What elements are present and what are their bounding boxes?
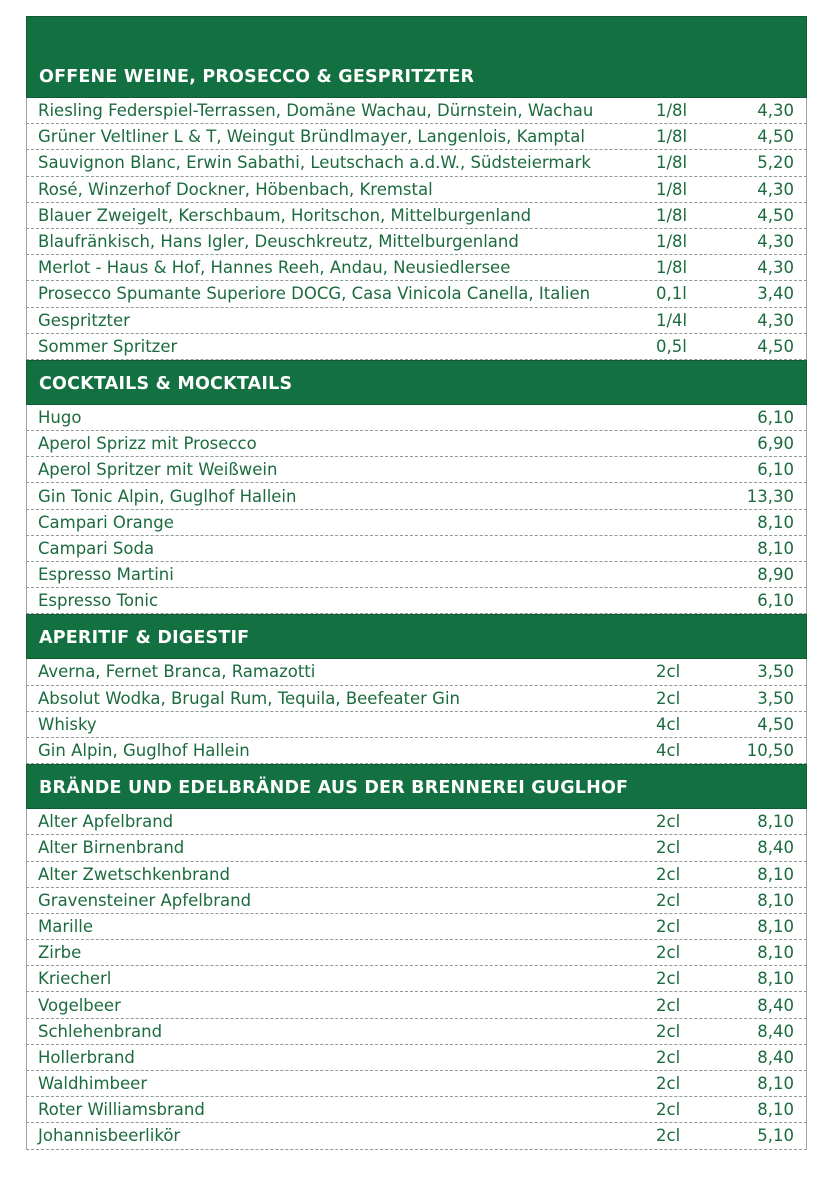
item-price: 4,30 (757, 179, 794, 199)
menu-item-row (26, 888, 807, 914)
item-size: 0,5l (656, 336, 687, 356)
section-header: APERITIF & DIGESTIF (26, 614, 807, 659)
menu-item-row (26, 914, 807, 940)
item-name: Rosé, Winzerhof Dockner, Höbenbach, Kremstal (38, 179, 433, 199)
item-price: 8,10 (757, 512, 794, 532)
section-header: BRÄNDE UND EDELBRÄNDE AUS DER BRENNEREI GUGLHOF (26, 764, 807, 809)
menu-item-row (26, 835, 807, 861)
menu-item-row (26, 562, 807, 588)
item-size: 4cl (656, 741, 681, 761)
item-price: 8,10 (757, 538, 794, 558)
item-price: 8,10 (757, 812, 794, 832)
item-price: 4,30 (757, 101, 794, 121)
item-price: 4,30 (757, 232, 794, 252)
item-price: 6,90 (757, 434, 794, 454)
item-size: 4cl (656, 714, 681, 734)
section-header: COCKTAILS & MOCKTAILS (26, 360, 807, 405)
menu-item-row (26, 940, 807, 966)
item-name: Alter Zwetschkenbrand (38, 864, 230, 884)
item-name: Absolut Wodka, Brugal Rum, Tequila, Beefeater Gin (38, 688, 461, 708)
item-size: 2cl (656, 916, 681, 936)
item-price: 8,10 (757, 1100, 794, 1120)
item-name: Aperol Spritzer mit Weißwein (38, 460, 278, 480)
item-name: Marille (38, 916, 94, 936)
menu-item-row (26, 334, 807, 360)
item-price: 8,10 (757, 916, 794, 936)
item-price: 8,40 (757, 1021, 794, 1041)
item-price: 3,40 (757, 284, 794, 304)
item-size: 2cl (656, 688, 681, 708)
item-name: Gin Alpin, Guglhof Hallein (38, 741, 250, 761)
item-name: Grüner Veltliner L & T, Weingut Bründlmayer, Langenlois, Kamptal (38, 127, 585, 147)
menu-item-row (26, 536, 807, 562)
item-name: Gin Tonic Alpin, Guglhof Hallein (38, 486, 297, 506)
menu-item-row (26, 457, 807, 483)
item-size: 1/8l (656, 101, 688, 121)
menu-item-row (26, 686, 807, 712)
menu-item-row (26, 203, 807, 229)
menu-item-row (26, 150, 807, 176)
menu-item-row (26, 738, 807, 764)
menu-item-row (26, 712, 807, 738)
item-price: 3,50 (757, 688, 794, 708)
item-name: Blauer Zweigelt, Kerschbaum, Horitschon, Mittelburgenland (38, 205, 532, 225)
item-size: 1/8l (656, 153, 688, 173)
item-size: 2cl (656, 812, 681, 832)
item-size: 2cl (656, 864, 681, 884)
item-name: Espresso Martini (38, 565, 174, 585)
item-name: Prosecco Spumante Superiore DOCG, Casa Vinicola Canella, Italien (38, 284, 591, 304)
item-price: 8,40 (757, 1047, 794, 1067)
item-size: 2cl (656, 1047, 681, 1067)
menu-section (26, 764, 807, 1149)
item-price: 8,10 (757, 943, 794, 963)
menu-item-row (26, 510, 807, 536)
item-name: Sommer Spritzer (38, 336, 178, 356)
item-size: 2cl (656, 1126, 681, 1146)
item-name: Alter Birnenbrand (38, 838, 185, 858)
menu-item-row (26, 255, 807, 281)
item-size: 1/8l (656, 205, 688, 225)
menu-item-row (26, 809, 807, 835)
item-name: Zirbe (38, 943, 82, 963)
item-size: 2cl (656, 838, 681, 858)
menu-item-row (26, 1071, 807, 1097)
menu-item-row (26, 588, 807, 614)
menu-item-row (26, 98, 807, 124)
item-size: 2cl (656, 890, 681, 910)
item-name: Riesling Federspiel-Terrassen, Domäne Wachau, Dürnstein, Wachau (38, 101, 594, 121)
menu-item-row (26, 966, 807, 992)
item-name: Waldhimbeer (38, 1074, 148, 1094)
item-name: Campari Orange (38, 512, 174, 532)
menu-section (26, 360, 807, 615)
menu-item-row (26, 1123, 807, 1149)
item-name: Whisky (38, 714, 97, 734)
item-price: 13,30 (746, 486, 794, 506)
item-price: 6,10 (757, 460, 794, 480)
item-name: Gravensteiner Apfelbrand (38, 890, 252, 910)
item-name: Espresso Tonic (38, 591, 159, 611)
item-name: Aperol Sprizz mit Prosecco (38, 434, 257, 454)
menu-item-row (26, 483, 807, 509)
item-size: 2cl (656, 1074, 681, 1094)
menu-item-row (26, 405, 807, 431)
menu-item-row (26, 308, 807, 334)
item-price: 4,50 (757, 205, 794, 225)
item-name: Averna, Fernet Branca, Ramazotti (38, 662, 316, 682)
item-name: Hugo (38, 407, 82, 427)
menu-item-row (26, 992, 807, 1018)
item-price: 8,10 (757, 1074, 794, 1094)
menu-item-row (26, 1097, 807, 1123)
item-size: 1/8l (656, 232, 688, 252)
menu-item-row (26, 229, 807, 255)
item-name: Johannisbeerlikör (38, 1126, 181, 1146)
item-size: 2cl (656, 662, 681, 682)
item-price: 8,90 (757, 565, 794, 585)
menu-section (26, 16, 807, 360)
item-price: 8,40 (757, 995, 794, 1015)
item-size: 2cl (656, 969, 681, 989)
menu-item-row (26, 1045, 807, 1071)
item-price: 10,50 (746, 741, 794, 761)
section-header: OFFENE WEINE, PROSECCO & GESPRITZTER (26, 16, 807, 98)
item-price: 5,20 (757, 153, 794, 173)
menu-item-row (26, 659, 807, 685)
item-price: 6,10 (757, 591, 794, 611)
item-price: 8,10 (757, 864, 794, 884)
item-price: 8,10 (757, 890, 794, 910)
item-price: 4,50 (757, 714, 794, 734)
menu-item-row (26, 431, 807, 457)
menu-item-row (26, 862, 807, 888)
menu-item-row (26, 124, 807, 150)
item-name: Campari Soda (38, 538, 155, 558)
item-name: Hollerbrand (38, 1047, 135, 1067)
item-name: Gespritzter (38, 310, 130, 330)
drinks-menu (26, 16, 807, 1150)
item-price: 6,10 (757, 407, 794, 427)
item-size: 2cl (656, 1100, 681, 1120)
item-name: Merlot - Haus & Hof, Hannes Reeh, Andau, Neusiedlersee (38, 258, 511, 278)
item-price: 5,10 (757, 1126, 794, 1146)
item-name: Kriecherl (38, 969, 112, 989)
item-name: Alter Apfelbrand (38, 812, 174, 832)
item-size: 1/4l (656, 310, 688, 330)
item-size: 1/8l (656, 127, 688, 147)
item-price: 4,50 (757, 336, 794, 356)
menu-item-row (26, 281, 807, 307)
menu-section (26, 614, 807, 764)
item-price: 8,10 (757, 969, 794, 989)
item-size: 2cl (656, 943, 681, 963)
item-size: 2cl (656, 995, 681, 1015)
item-name: Roter Williamsbrand (38, 1100, 205, 1120)
item-size: 2cl (656, 1021, 681, 1041)
item-price: 3,50 (757, 662, 794, 682)
item-name: Vogelbeer (38, 995, 121, 1015)
item-price: 4,50 (757, 127, 794, 147)
item-name: Blaufränkisch, Hans Igler, Deuschkreutz, Mittelburgenland (38, 232, 519, 252)
item-price: 4,30 (757, 310, 794, 330)
item-price: 4,30 (757, 258, 794, 278)
item-size: 0,1l (656, 284, 687, 304)
item-name: Schlehenbrand (38, 1021, 163, 1041)
menu-item-row (26, 177, 807, 203)
item-price: 8,40 (757, 838, 794, 858)
menu-item-row (26, 1019, 807, 1045)
item-name: Sauvignon Blanc, Erwin Sabathi, Leutschach a.d.W., Südsteiermark (38, 153, 591, 173)
item-size: 1/8l (656, 258, 688, 278)
item-size: 1/8l (656, 179, 688, 199)
